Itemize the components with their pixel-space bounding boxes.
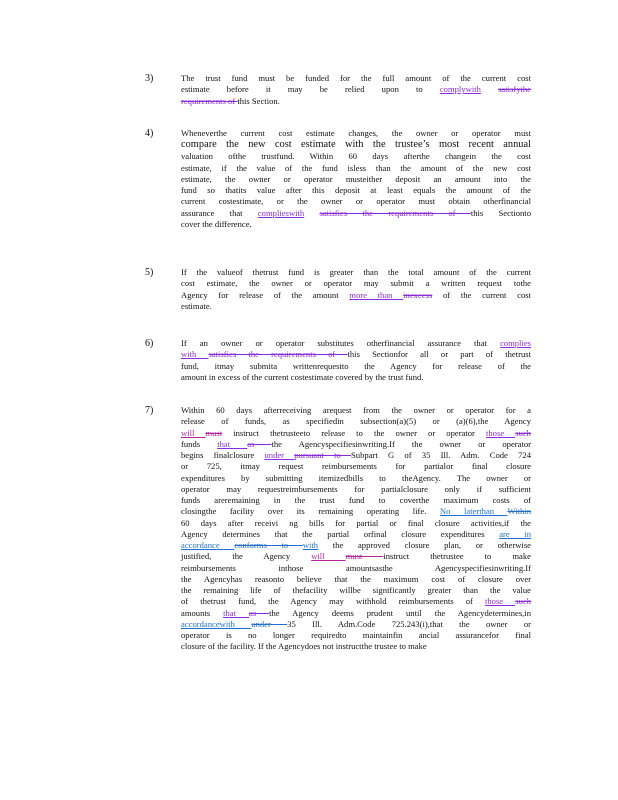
text-line <box>181 574 531 585</box>
inserted-text: those <box>484 596 516 607</box>
deleted-text: satisfies the requirements of <box>319 207 471 218</box>
text-run: Agency for release of the amount <box>181 289 350 300</box>
text-line <box>181 139 531 151</box>
text-run: Subpart G of 35 Ill. Adm. Code 724 <box>351 450 531 460</box>
inserted-text: will <box>181 427 206 438</box>
text-line <box>181 518 531 529</box>
text-line <box>181 630 531 641</box>
text-line <box>181 608 531 619</box>
text-run: the Agencyhas reasonto believe that the maximum cost of closure over <box>181 573 531 584</box>
text-run: assurance that <box>181 207 258 218</box>
paragraph-number: 5) <box>145 267 154 278</box>
inserted-text: complieswith <box>257 207 305 218</box>
text-line <box>181 361 531 372</box>
deleted-text: satisfythe <box>498 84 531 95</box>
paragraph-body <box>181 73 531 107</box>
inserted-text: complies <box>499 338 531 348</box>
text-run: If the valueof thetrust fund is greater than the total amount of the current <box>181 267 531 277</box>
text-run: valuation ofthe trustfund. Within 60 days afterthe changein the cost <box>181 151 531 162</box>
inserted-text: accordancewith <box>181 618 252 629</box>
text-run: this Sectionto <box>470 207 531 218</box>
text-run: this Section. <box>237 95 280 106</box>
text-run: Wheneverthe current cost estimate changes, the owner or operator must <box>181 128 531 138</box>
text-run: the Agencyspecifiesinwriting.If the owner or operator <box>271 438 532 449</box>
text-line <box>181 174 531 185</box>
text-line <box>181 585 531 596</box>
inserted-text: will <box>311 551 346 562</box>
inserted-text: are in <box>499 528 531 539</box>
text-line <box>181 196 531 207</box>
paragraph-number: 3) <box>145 73 154 84</box>
text-line <box>181 416 531 427</box>
text-line <box>181 495 531 506</box>
text-run: operator is no longer requiredto maintainfin ancial assurancefor final <box>181 630 531 640</box>
text-run: closingthe facility over its remaining operating life. <box>181 506 440 517</box>
text-line <box>181 219 531 230</box>
deleted-text: as <box>247 438 272 449</box>
deleted-text: such <box>515 427 531 438</box>
deleted-text: conforms to <box>234 540 303 550</box>
text-line <box>181 73 531 84</box>
text-line <box>181 372 531 383</box>
text-run: current costestimate, or the owner or operator must obtain otherfinancial <box>181 196 531 207</box>
text-line <box>181 596 531 607</box>
text-run: begins finalclosure <box>181 450 265 460</box>
text-line <box>181 278 531 289</box>
text-line <box>181 338 531 349</box>
text-line <box>181 163 531 174</box>
text-line <box>181 506 531 517</box>
text-run: amount in excess of the current costestimate covered by the trust fund. <box>181 371 424 382</box>
text-run: The trust fund must be funded for the full amount of the current cost <box>181 73 531 83</box>
text-line <box>181 96 531 107</box>
text-run: funds areremaining in the trust fund to coverthe maximum costs of <box>181 495 531 505</box>
text-run: fund, itmay submita writtenrequestto the Agency for release of the <box>181 360 531 371</box>
text-run: estimate. <box>181 300 212 311</box>
text-line <box>181 349 531 360</box>
text-run: expenditures by submitting itemizedbills to theAgency. The owner or <box>181 472 531 483</box>
inserted-text: under <box>264 450 295 460</box>
text-line <box>181 290 531 301</box>
text-run <box>481 84 498 94</box>
paragraph-body <box>181 128 531 230</box>
text-run: closure of the facility. If the Agencydoes not instructthe trustee to make <box>181 641 427 652</box>
text-run: instruct thetrustee to make <box>383 551 531 562</box>
deleted-text: must <box>345 551 384 562</box>
text-run: of thetrust fund, the Agency may withhold reimbursements of <box>181 596 485 607</box>
paragraph-body <box>181 338 531 383</box>
text-line <box>181 473 531 484</box>
text-line <box>181 151 531 162</box>
text-run: the approved closure plan, or otherwise <box>318 540 531 550</box>
text-line <box>181 185 531 196</box>
text-line <box>181 428 531 439</box>
text-run: 35 Ill. Adm.Code 725.243(i),that the owner or <box>287 618 531 629</box>
deleted-text: requirements of <box>181 95 238 106</box>
text-line <box>181 563 531 574</box>
text-line <box>181 540 531 551</box>
text-line <box>181 450 531 461</box>
paragraph-body <box>181 267 531 312</box>
text-run: or 725, itmay request reimbursements for partialor final closure <box>181 461 531 472</box>
text-run: of the current cost <box>432 289 531 300</box>
text-run: release of funds, as specifiedin subsection(a)(5) or (a)(6),the Agency <box>181 416 531 427</box>
paragraph-body <box>181 405 531 653</box>
inserted-text: with <box>302 540 319 550</box>
deleted-text: as <box>248 607 270 618</box>
text-line <box>181 301 531 312</box>
text-line <box>181 529 531 540</box>
text-line <box>181 84 531 95</box>
paragraph-number: 7) <box>145 405 154 416</box>
inserted-text: that <box>217 438 248 449</box>
text-run: instruct thetrusteeto release to the owner or operator <box>222 427 486 438</box>
deleted-text: pursuant to <box>294 450 352 460</box>
deleted-text: inexcess <box>403 289 433 300</box>
text-run: If an owner or operator substitutes otherfinancial assurance that <box>181 338 500 348</box>
paragraph-number: 6) <box>145 338 154 349</box>
text-line <box>181 128 531 139</box>
text-run: funds <box>181 438 218 449</box>
text-line <box>181 405 531 416</box>
deleted-text: such <box>515 596 531 607</box>
text-run: cost estimate, the owner or operator may submit a written request tothe <box>181 278 531 289</box>
text-line <box>181 551 531 562</box>
deleted-text: satisfies the requirements of <box>208 349 348 360</box>
text-line <box>181 461 531 472</box>
paragraph-number: 4) <box>145 128 154 139</box>
text-run: justified, the Agency <box>181 551 312 562</box>
deleted-text: must <box>205 427 223 438</box>
text-run <box>304 208 319 218</box>
text-run: amounts <box>181 607 224 618</box>
text-line <box>181 439 531 450</box>
inserted-text: those <box>486 427 516 438</box>
text-run: estimate, the owner or operator musteither deposit an amount into the <box>181 173 531 184</box>
text-run: compare the new cost estimate with the trustee’s most recent annual <box>181 139 531 151</box>
text-run: fund so thatits value after this deposit at least equals the amount of the <box>181 185 531 195</box>
text-run: the Agency deems prudent until the Agencydetermines,in <box>269 607 531 618</box>
text-run: reimbursements inthose amountsasthe Agencyspecifiesinwriting.If <box>181 562 531 573</box>
text-run: estimate before it may be relied upon to <box>181 84 440 95</box>
deleted-text: Within <box>507 506 531 517</box>
text-run: estimate, if the value of the fund isless than the amount of the new cost <box>181 162 531 173</box>
text-run: the remaining life of thefacility willbe significantly greater than the value <box>181 585 531 595</box>
deleted-text: under <box>251 618 288 629</box>
text-line <box>181 619 531 630</box>
text-run: 60 days after receivi ng bills for partial or final closure activities,if the <box>181 517 531 528</box>
text-line <box>181 484 531 495</box>
text-run: this Sectionfor all or part of thetrust <box>347 349 531 360</box>
text-run: cover the difference. <box>181 218 252 229</box>
text-line <box>181 641 531 652</box>
text-run: operator may requestreimbursements for partialclosure only if sufficient <box>181 483 531 494</box>
inserted-text: with <box>181 349 209 360</box>
inserted-text: complywith <box>439 84 481 95</box>
text-run: Within 60 days afterreceiving arequest from the owner or operator for a <box>181 405 531 415</box>
text-run: Agency determines that the partial orfinal closure expenditures <box>181 528 500 539</box>
inserted-text: accordance <box>181 540 235 550</box>
text-line <box>181 208 531 219</box>
inserted-text: that <box>223 607 249 618</box>
text-line <box>181 267 531 278</box>
inserted-text: No laterthan <box>439 506 508 517</box>
inserted-text: more than <box>349 289 404 300</box>
